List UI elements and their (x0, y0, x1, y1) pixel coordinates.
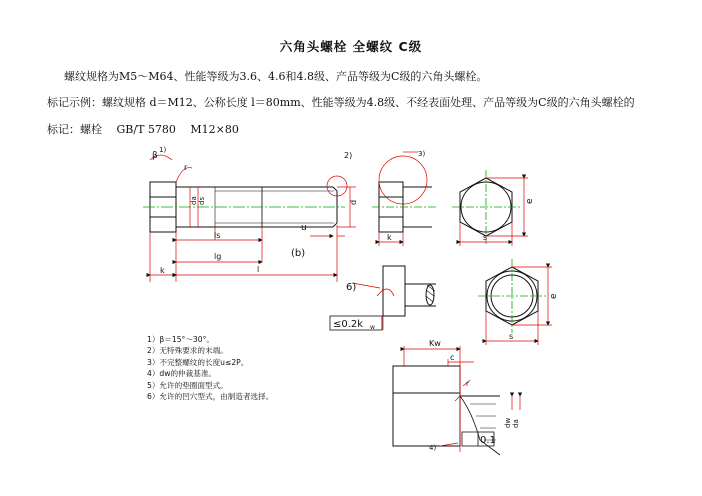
s-label-top: s (483, 233, 488, 242)
footnote-2: 2）无特殊要求的末端。 (147, 346, 228, 356)
footnote-1: 1）β＝15°～30°。 (147, 335, 214, 344)
dimension-lines-side (150, 155, 356, 282)
beta-label: β (152, 151, 158, 161)
u-label: u (301, 223, 307, 233)
note1-label: 1) (159, 146, 167, 154)
ls-label: ls (214, 231, 221, 240)
example-line-1: 标记示例：螺纹规格 d＝M12、公称长度 l＝80mm、性能等级为4.8级、不经表面处理、产品等级为C级的六角头螺栓的 (47, 96, 635, 109)
lg-label: lg (214, 252, 222, 261)
s-label-washer: s (509, 332, 514, 341)
note4-label: 4) (429, 444, 437, 452)
note6-label: 6) (346, 282, 357, 293)
intro-paragraph: 螺纹规格为M5～M64、性能等级为3.6、4.6和4.8级、产品等级为C级的六角头螺栓。 (64, 70, 488, 83)
note3-label: 3) (418, 150, 426, 158)
r-label-face: r (466, 380, 469, 388)
ds-label: ds (198, 196, 206, 205)
d-label: d (349, 199, 358, 205)
page-title: 六角头螺栓 全螺纹 C级 (279, 39, 423, 54)
footnotes (147, 334, 273, 402)
footnote-5: 5）允许的垫圈面型式。 (147, 380, 228, 390)
footnote-6: 6）允许的凹穴型式，由制造者选择。 (147, 392, 274, 402)
k-label-side: k (160, 266, 165, 275)
dw-label: dw (504, 417, 512, 428)
da-label: da (190, 196, 198, 205)
footnote-3: 3）不完整螺纹的长度u≤2P。 (147, 357, 249, 367)
tolerance-k-sub: w (370, 324, 375, 331)
e-label-washer: e (549, 293, 559, 299)
b-label: (b) (291, 248, 306, 259)
flatness-value: 0.1 (480, 435, 496, 446)
r-label: r (184, 163, 188, 172)
k-label-head: k (387, 233, 392, 242)
l-label: l (257, 265, 260, 274)
kw-label: Kw (429, 339, 441, 348)
e-label-top: e (525, 198, 535, 204)
note2-label: 2) (344, 151, 353, 160)
tolerance-k-label: ≤0.2k (333, 319, 364, 330)
footnote-4: 4）dw的仲裁基准。 (147, 369, 217, 379)
da-label-face: da (512, 419, 520, 428)
example-line-2: 标记：螺栓 GB/T 5780 M12×80 (47, 123, 239, 136)
c-label: c (450, 353, 455, 362)
